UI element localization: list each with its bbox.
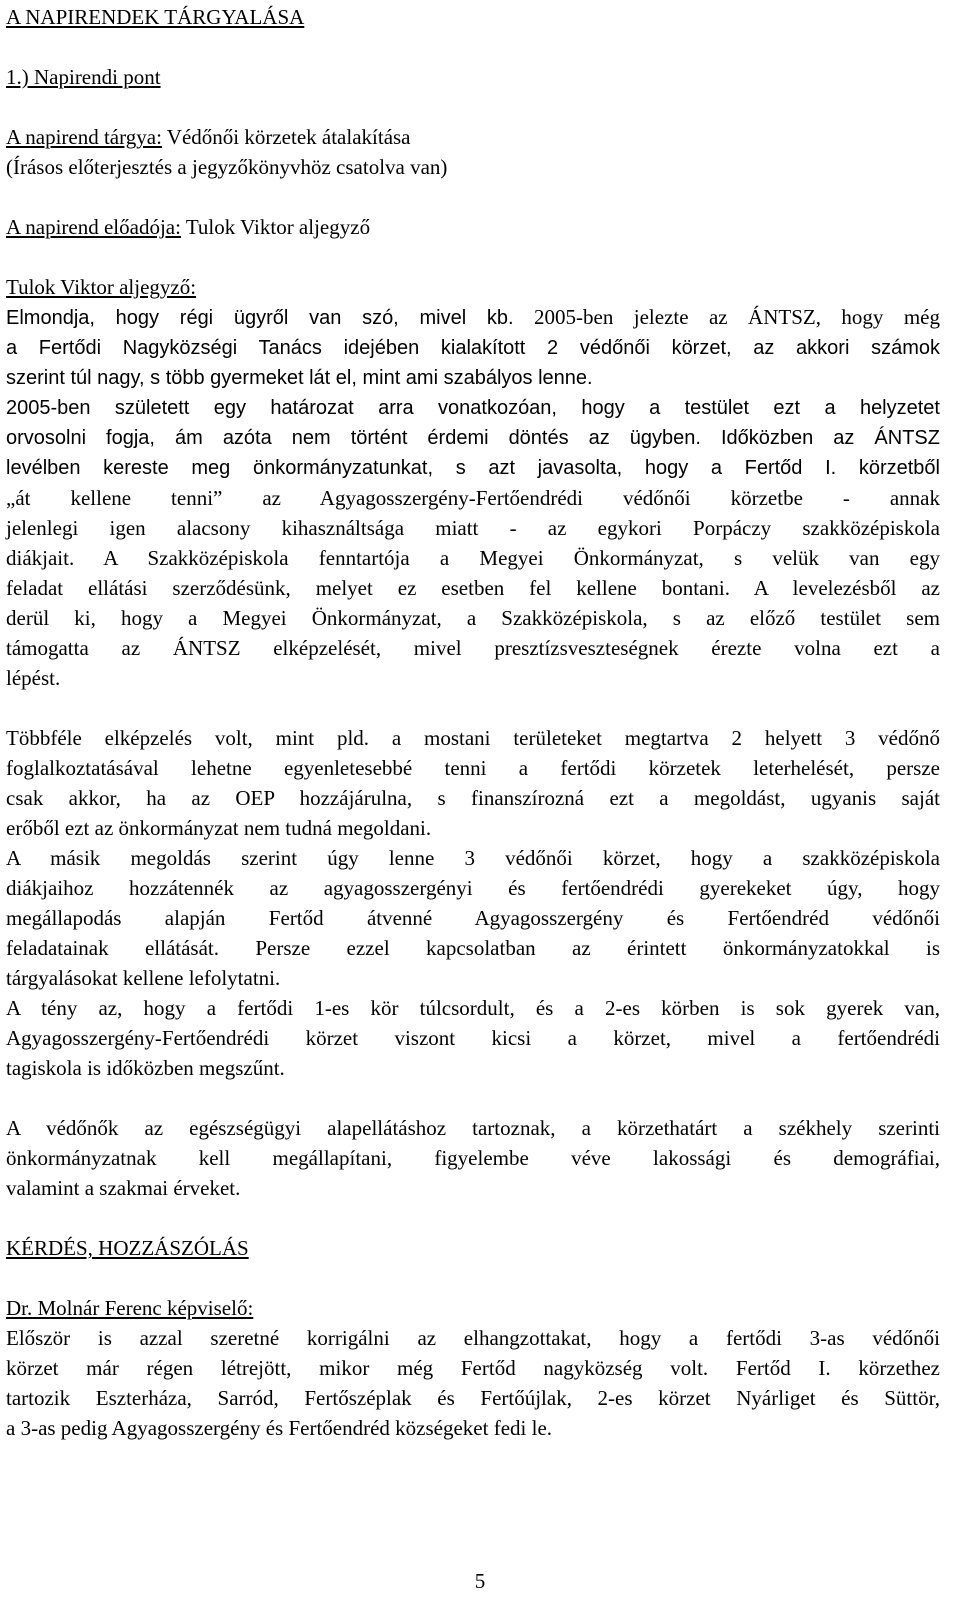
paragraph-line: önkormányzatnak kell megállapítani, figyelembe véve lakossági és demográfiai,	[6, 1146, 940, 1170]
spacer	[6, 92, 940, 122]
speaker-statement	[6, 1323, 940, 1443]
paragraph-line: a 3-as pedig Agyagosszergény és Fertőendréd községeket fedi le.	[6, 1416, 553, 1440]
paragraph-line: körzet már régen létrejött, mikor még Fertőd nagyközség volt. Fertőd I. körzethez	[6, 1356, 940, 1380]
paragraph-line: csak akkor, ha az OEP hozzájárulna, s finanszírozná ezt a megoldást, ugyanis saját	[6, 786, 940, 810]
paragraph	[6, 723, 940, 1083]
page-heading: A NAPIRENDEK TÁRGYALÁSA	[6, 5, 305, 29]
paragraph-line: orvosolni fogja, ám azóta nem történt érdemi döntés az ügyben. Időközben az ÁNTSZ	[6, 427, 940, 449]
paragraph-line: lépést.	[6, 666, 61, 690]
paragraph-line: foglalkoztatásával lehetne egyenletesebbé tenni a fertődi körzetek leterhelését, persze	[6, 756, 940, 780]
document-page	[6, 0, 940, 1443]
spacer	[6, 1203, 940, 1233]
paragraph-line: derül ki, hogy a Megyei Önkormányzat, a Szakközépiskola, s az előző testület sem	[6, 606, 940, 630]
paragraph	[6, 1113, 940, 1203]
spacer	[6, 32, 940, 62]
paragraph-line: 2005-ben született egy határozat arra vonatkozóan, hogy a testület ezt a helyzetet	[6, 397, 940, 419]
paragraph-line: Elmondja, hogy régi ügyről van szó, mivel kb. 2005-ben jelezte az ÁNTSZ, hogy még	[6, 305, 940, 329]
agenda-subject	[6, 122, 940, 152]
paragraph-line: „át kellene tenni” az Agyagosszergény-Fertőendrédi védőnői körzetbe - annak	[6, 486, 940, 510]
section-heading: KÉRDÉS, HOZZÁSZÓLÁS	[6, 1236, 249, 1260]
paragraph-line: valamint a szakmai érveket.	[6, 1176, 241, 1200]
paragraph-line: támogatta az ÁNTSZ elképzelését, mivel presztízsveszteségnek érezte volna ezt a	[6, 636, 940, 660]
paragraph-line: tárgyalásokat kellene lefolytatni.	[6, 966, 281, 990]
paragraph-line: tartozik Eszterháza, Sarród, Fertőszéplak és Fertőújlak, 2-es körzet Nyárliget és Süttör,	[6, 1386, 940, 1410]
paragraph-line: A védőnők az egészségügyi alapellátáshoz tartoznak, a körzethatárt a székhely szerinti	[6, 1116, 940, 1140]
spacer	[6, 242, 940, 272]
paragraph-line: tagiskola is időközben megszűnt.	[6, 1056, 285, 1080]
speaker-statement	[6, 302, 940, 693]
paragraph-line: Agyagosszergény-Fertőendrédi körzet viszont kicsi a körzet, mivel a fertőendrédi	[6, 1026, 940, 1050]
spacer	[6, 1083, 940, 1113]
subject-value: Védőnői körzetek átalakítása	[161, 125, 411, 149]
paragraph-line: Először is azzal szeretné korrigálni az elhangzottakat, hogy a fertődi 3-as védőnői	[6, 1326, 940, 1350]
speaker-name: Tulok Viktor aljegyző:	[6, 275, 197, 299]
agenda-presenter	[6, 212, 940, 242]
spacer	[6, 182, 940, 212]
presenter-value: Tulok Viktor aljegyző	[180, 215, 371, 239]
paragraph-line: feladatainak ellátását. Persze ezzel kapcsolatban az érintett önkormányzatokkal is	[6, 936, 940, 960]
speaker-name: Dr. Molnár Ferenc képviselő:	[6, 1296, 254, 1320]
spacer	[6, 1263, 940, 1293]
paragraph-line: a Fertődi Nagyközségi Tanács idejében kialakított 2 védőnői körzet, az akkori számok	[6, 337, 940, 359]
spacer	[6, 693, 940, 723]
page-number: 5	[474, 1569, 486, 1593]
paragraph-line: A másik megoldás szerint úgy lenne 3 védőnői körzet, hogy a szakközépiskola	[6, 846, 940, 870]
paragraph-line: levélben kereste meg önkormányzatunkat, s azt javasolta, hogy a Fertőd I. körzetből	[6, 457, 940, 479]
agenda-point-title: 1.) Napirendi pont	[6, 65, 161, 89]
paragraph-line: jelenlegi igen alacsony kihasználtsága miatt - az egykori Porpáczy szakközépiskola	[6, 516, 940, 540]
presenter-label: A napirend előadója:	[6, 215, 181, 239]
paragraph-line: szerint túl nagy, s több gyermeket lát el, mint ami szabályos lenne.	[6, 367, 593, 389]
paragraph-line: diákjait. A Szakközépiskola fenntartója a Megyei Önkormányzat, s velük van egy	[6, 546, 940, 570]
paragraph-line: feladat ellátási szerződésünk, melyet ez esetben fel kellene bontani. A levelezésből az	[6, 576, 940, 600]
paragraph-line: megállapodás alapján Fertőd átvenné Agyagosszergény és Fertőendréd védőnői	[6, 906, 940, 930]
attachment-note: (Írásos előterjesztés a jegyzőkönyvhöz csatolva van)	[6, 155, 448, 179]
paragraph-line: A tény az, hogy a fertődi 1-es kör túlcsordult, és a 2-es körben is sok gyerek van,	[6, 996, 940, 1020]
subject-label: A napirend tárgya:	[6, 125, 162, 149]
paragraph-line: diákjaihoz hozzátennék az agyagosszergényi és fertőendrédi gyerekeket úgy, hogy	[6, 876, 940, 900]
paragraph-line: Többféle elképzelés volt, mint pld. a mostani területeket megtartva 2 helyett 3 védőnő	[6, 726, 940, 750]
paragraph-line: erőből ezt az önkormányzat nem tudná megoldani.	[6, 816, 432, 840]
